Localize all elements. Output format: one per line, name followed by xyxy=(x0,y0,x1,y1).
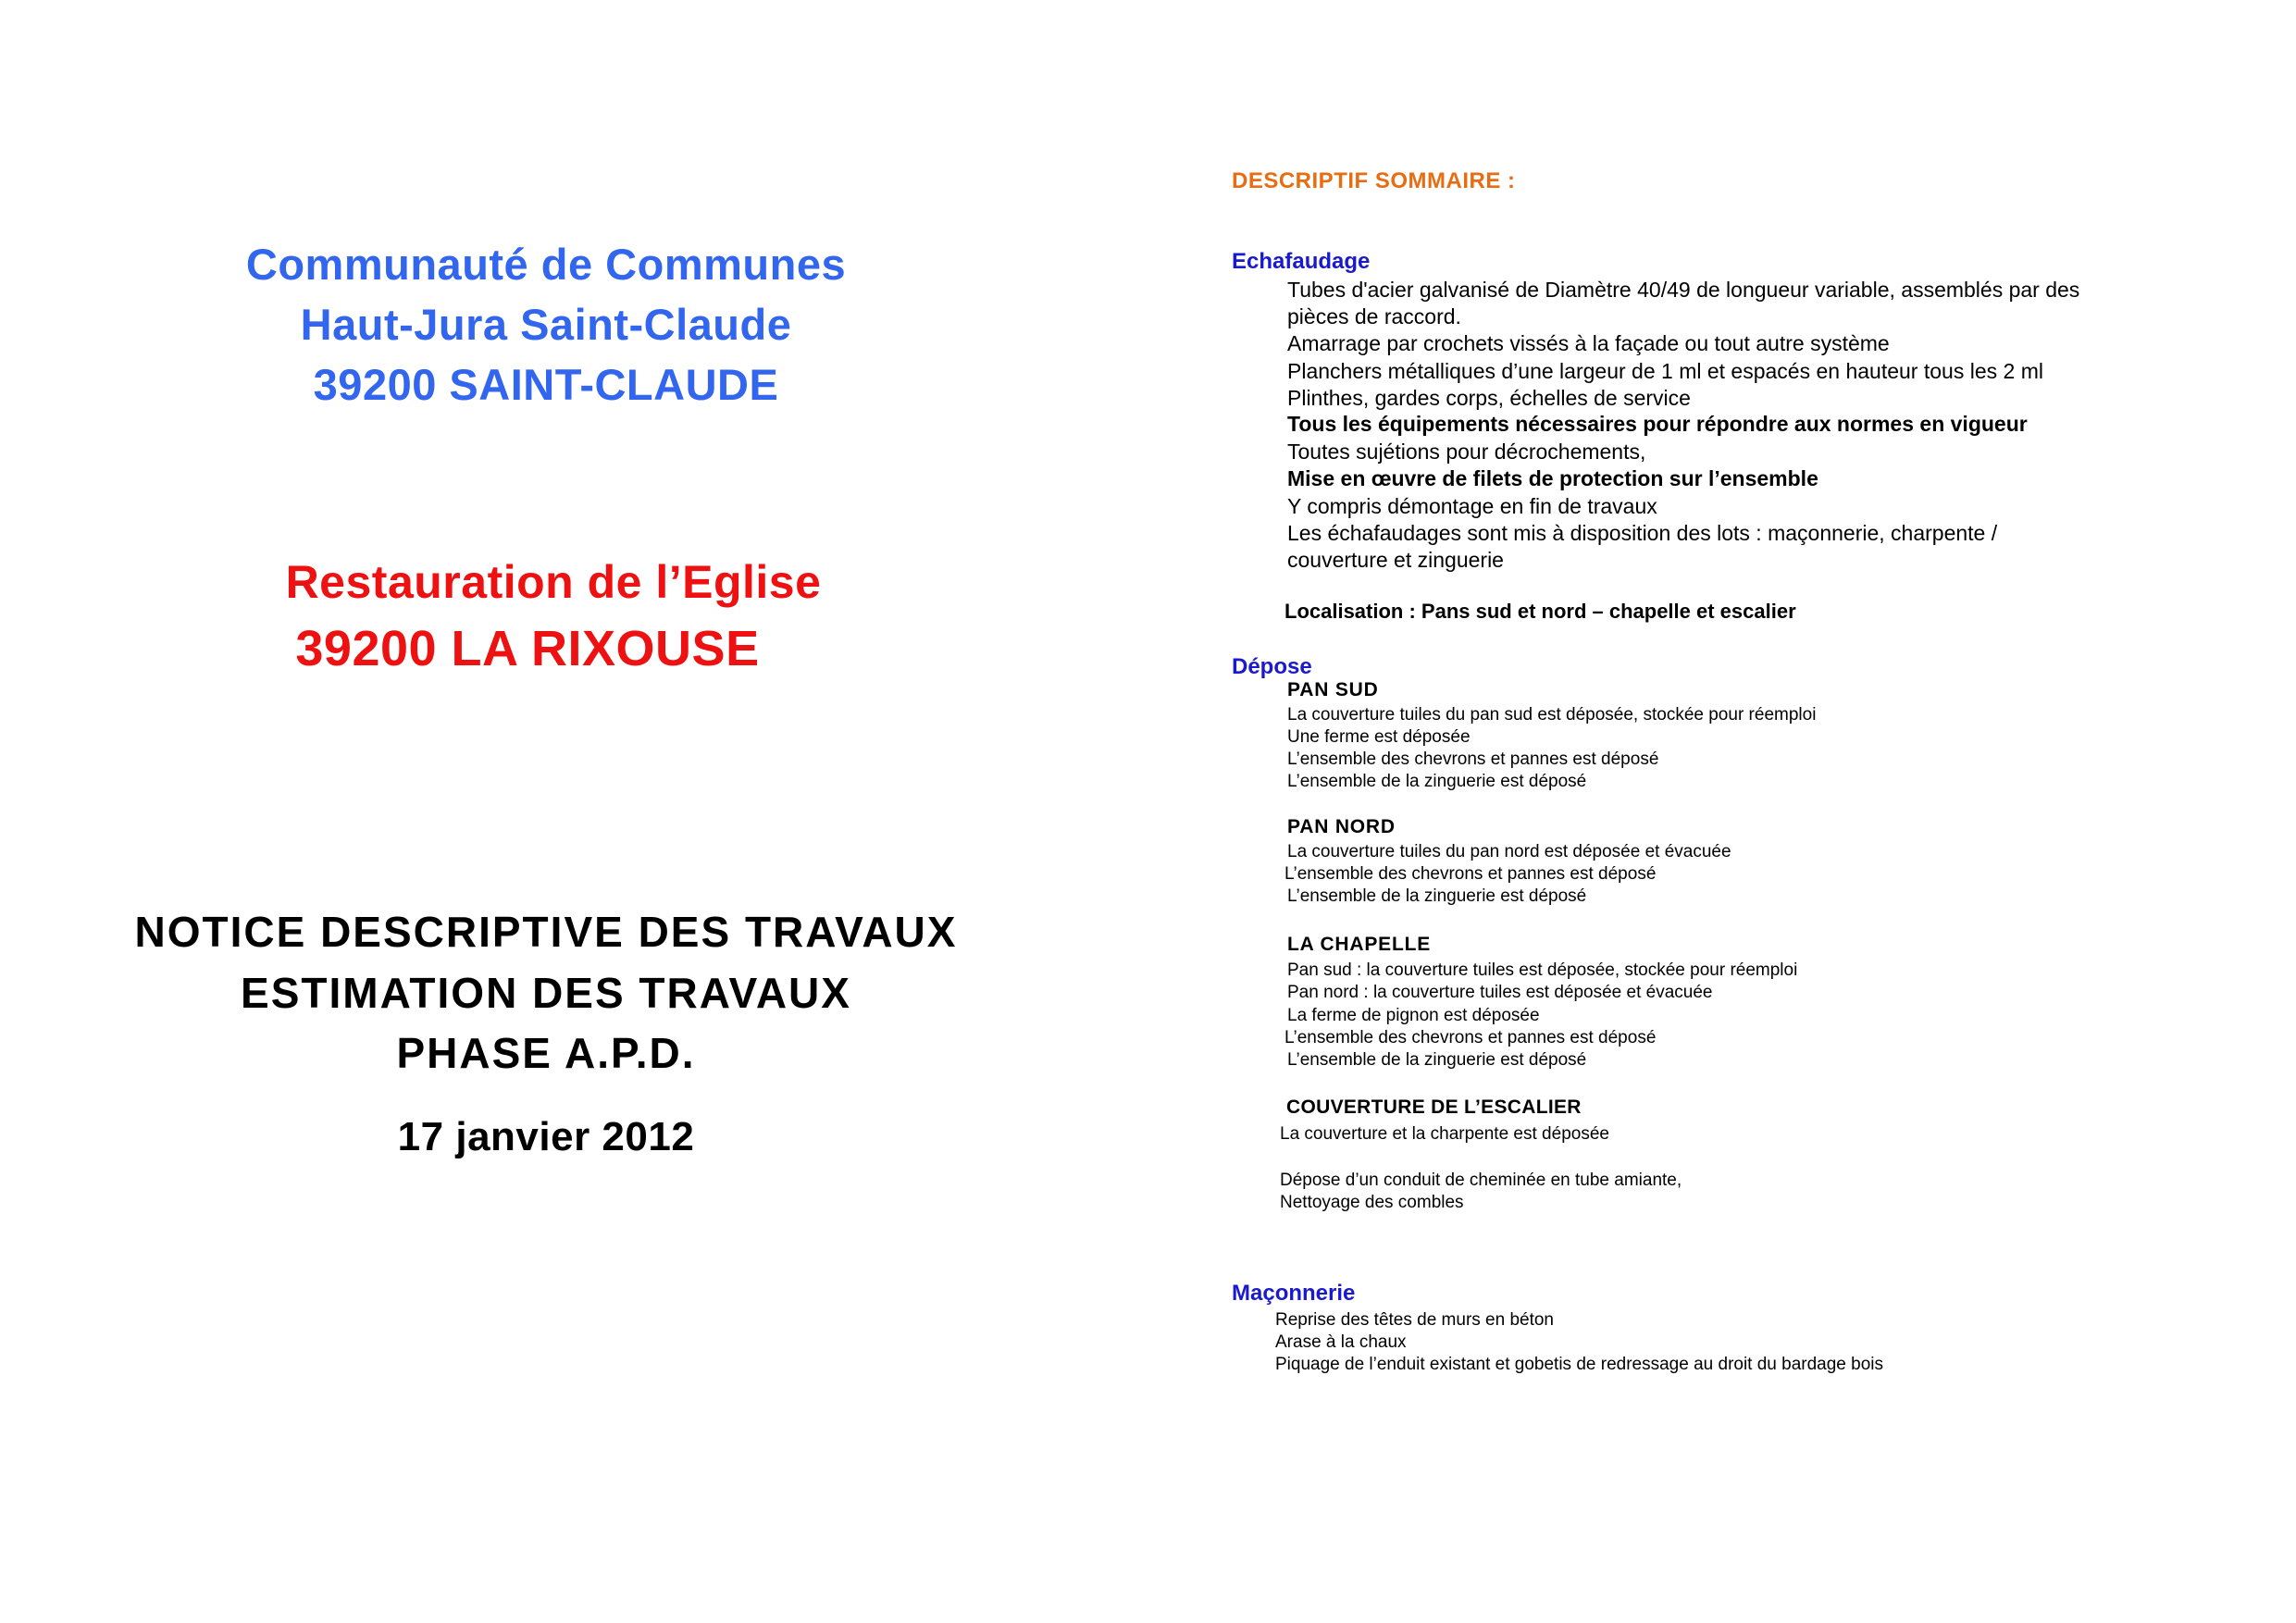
echafaudage-line: Mise en œuvre de filets de protection sur l’ensemble xyxy=(1287,466,1818,490)
project-title: Restauration de l’Eglise xyxy=(285,556,822,608)
org-address: 39200 SAINT-CLAUDE xyxy=(313,360,779,409)
org-name-line1: Communauté de Communes xyxy=(245,240,847,289)
echafaudage-line: couverture et zinguerie xyxy=(1287,548,1504,572)
doc-title-line1: NOTICE DESCRIPTIVE DES TRAVAUX xyxy=(134,908,958,956)
project-location: 39200 LA RIXOUSE xyxy=(295,621,760,676)
depose-extra-line: Nettoyage des combles xyxy=(1280,1193,1464,1212)
escalier-line: La couverture et la charpente est déposée xyxy=(1280,1124,1609,1144)
descriptif-heading: DESCRIPTIF SOMMAIRE : xyxy=(1232,168,1516,193)
subsection-title-pan-nord: PAN NORD xyxy=(1287,816,1396,837)
pan-sud-line: L’ensemble des chevrons et pannes est déposé xyxy=(1287,750,1659,769)
maconnerie-line: Arase à la chaux xyxy=(1275,1332,1407,1352)
org-name-line2: Haut-Jura Saint-Claude xyxy=(300,300,792,349)
pan-sud-line: La couverture tuiles du pan sud est déposée, stockée pour réemploi xyxy=(1287,705,1817,725)
section-title-depose: Dépose xyxy=(1232,654,1312,679)
subsection-title-pan-sud: PAN SUD xyxy=(1287,679,1379,700)
doc-title-line3: PHASE A.P.D. xyxy=(396,1029,696,1077)
chapelle-line: L’ensemble de la zinguerie est déposé xyxy=(1287,1050,1587,1070)
subsection-title-chapelle: LA CHAPELLE xyxy=(1287,934,1432,955)
maconnerie-line: Piquage de l’enduit existant et gobetis de redressage au droit du bardage bois xyxy=(1275,1355,1884,1374)
section-title-echafaudage: Echafaudage xyxy=(1232,249,1371,274)
depose-extra-line: Dépose d’un conduit de cheminée en tube amiante, xyxy=(1280,1171,1682,1190)
echafaudage-line: Les échafaudages sont mis à disposition des lots : maçonnerie, charpente / xyxy=(1287,521,1998,545)
chapelle-line: La ferme de pignon est déposée xyxy=(1287,1006,1540,1025)
section-title-maconnerie: Maçonnerie xyxy=(1232,1281,1356,1306)
pan-sud-line: L’ensemble de la zinguerie est déposé xyxy=(1287,772,1587,791)
chapelle-line: Pan nord : la couverture tuiles est déposée et évacuée xyxy=(1287,983,1713,1002)
chapelle-line: Pan sud : la couverture tuiles est déposée, stockée pour réemploi xyxy=(1287,960,1798,980)
echafaudage-line: Plinthes, gardes corps, échelles de service xyxy=(1287,386,1691,410)
subsection-title-escalier: COUVERTURE DE L’ESCALIER xyxy=(1286,1096,1582,1118)
echafaudage-line: Planchers métalliques d’une largeur de 1 ml et espacés en hauteur tous les 2 ml xyxy=(1287,359,2043,383)
maconnerie-line: Reprise des têtes de murs en béton xyxy=(1275,1310,1555,1330)
echafaudage-line: Tous les équipements nécessaires pour répondre aux normes en vigueur xyxy=(1287,412,2028,436)
doc-date: 17 janvier 2012 xyxy=(397,1114,695,1159)
echafaudage-line: pièces de raccord. xyxy=(1287,304,1461,328)
echafaudage-line: Y compris démontage en fin de travaux xyxy=(1287,494,1657,518)
chapelle-line: L’ensemble des chevrons et pannes est déposé xyxy=(1285,1028,1657,1047)
pan-nord-line: L’ensemble des chevrons et pannes est déposé xyxy=(1285,864,1657,884)
echafaudage-line: Tubes d'acier galvanisé de Diamètre 40/49 de longueur variable, assemblés par des xyxy=(1287,278,2080,302)
echafaudage-line: Toutes sujétions pour décrochements, xyxy=(1287,440,1646,464)
pan-nord-line: L’ensemble de la zinguerie est déposé xyxy=(1287,886,1587,906)
echafaudage-line: Amarrage par crochets vissés à la façade ou tout autre système xyxy=(1287,331,1890,355)
echafaudage-localisation: Localisation : Pans sud et nord – chapelle et escalier xyxy=(1285,600,1796,623)
pan-sud-line: Une ferme est déposée xyxy=(1287,727,1471,747)
doc-title-line2: ESTIMATION DES TRAVAUX xyxy=(241,969,851,1017)
pan-nord-line: La couverture tuiles du pan nord est déposée et évacuée xyxy=(1287,842,1731,861)
